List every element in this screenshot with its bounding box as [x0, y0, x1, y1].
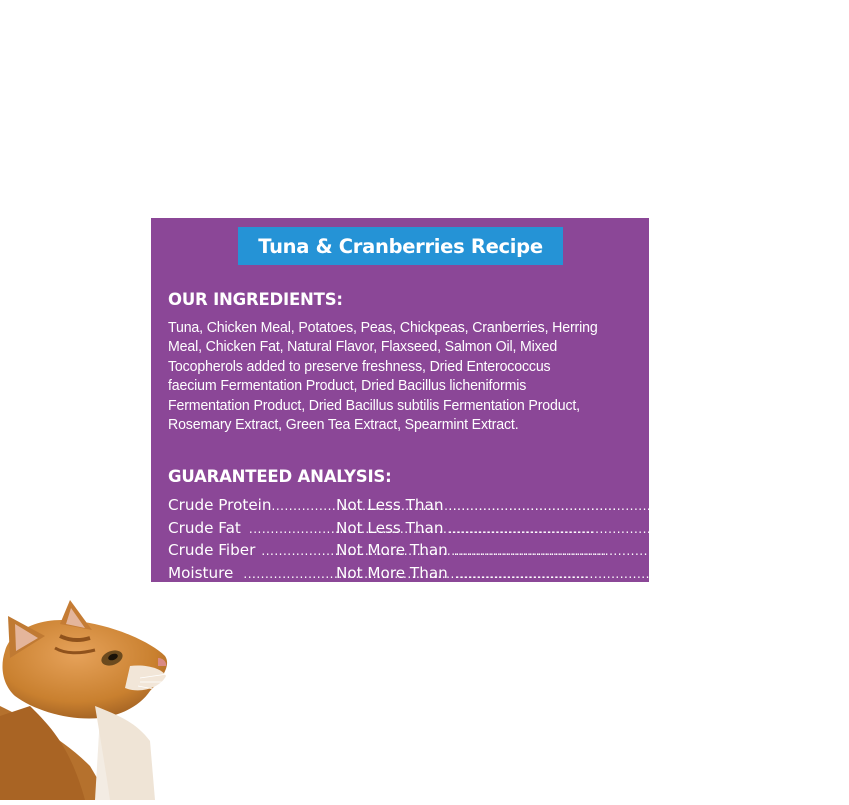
analysis-value: 4.0% — [798, 541, 838, 559]
ingredients-line: Fermentation Product, Dried Bacillus subtilis Fermentation Product, — [168, 397, 580, 414]
dot-leader — [448, 522, 793, 536]
analysis-name: Moisture — [168, 563, 234, 582]
analysis-name: Crude Fat — [168, 518, 241, 537]
ingredients-line: Tuna, Chicken Meal, Potatoes, Peas, Chickpeas, Cranberries, Herring — [168, 320, 598, 336]
cat-illustration — [0, 596, 200, 800]
analysis-heading: GUARANTEED ANALYSIS: — [168, 467, 392, 486]
analysis-row — [168, 496, 842, 519]
analysis-row — [168, 518, 847, 542]
recipe-title: Tuna & Cranberries Recipe — [258, 234, 543, 258]
ingredients-line: Meal, Chicken Fat, Natural Flavor, Flaxseed, Salmon Oil, Mixed — [168, 339, 558, 356]
analysis-table — [168, 496, 849, 586]
analysis-value: 30.0% — [793, 496, 842, 514]
analysis-condition: Not More Than — [336, 541, 448, 559]
analysis-value: 12.0% — [798, 518, 847, 537]
analysis-condition: Not Less Than — [336, 518, 444, 537]
cat-image — [0, 596, 200, 800]
ingredients-line: faecium Fermentation Product, Dried Bacillus licheniformis — [168, 378, 527, 395]
analysis-condition: Not Less Than — [336, 496, 444, 514]
dot-leader — [456, 567, 801, 581]
analysis-value: 10.0% — [800, 563, 849, 582]
dot-leader — [454, 544, 799, 558]
analysis-name: Crude Fiber — [168, 541, 256, 559]
ingredients-line: Tocopherols added to preserve freshness, Dried Enterococcus — [168, 358, 551, 375]
recipe-title-banner — [238, 227, 563, 265]
ingredients-heading: OUR INGREDIENTS: — [168, 290, 343, 309]
analysis-name: Crude Protein — [168, 496, 272, 514]
nutrition-panel — [151, 218, 849, 582]
dot-leader — [448, 499, 793, 513]
analysis-row — [168, 541, 838, 564]
analysis-condition: Not More Than — [336, 563, 448, 582]
ingredients-list — [168, 319, 624, 435]
ingredients-line: Rosemary Extract, Green Tea Extract, Spearmint Extract. — [168, 417, 519, 434]
analysis-row — [168, 563, 849, 587]
